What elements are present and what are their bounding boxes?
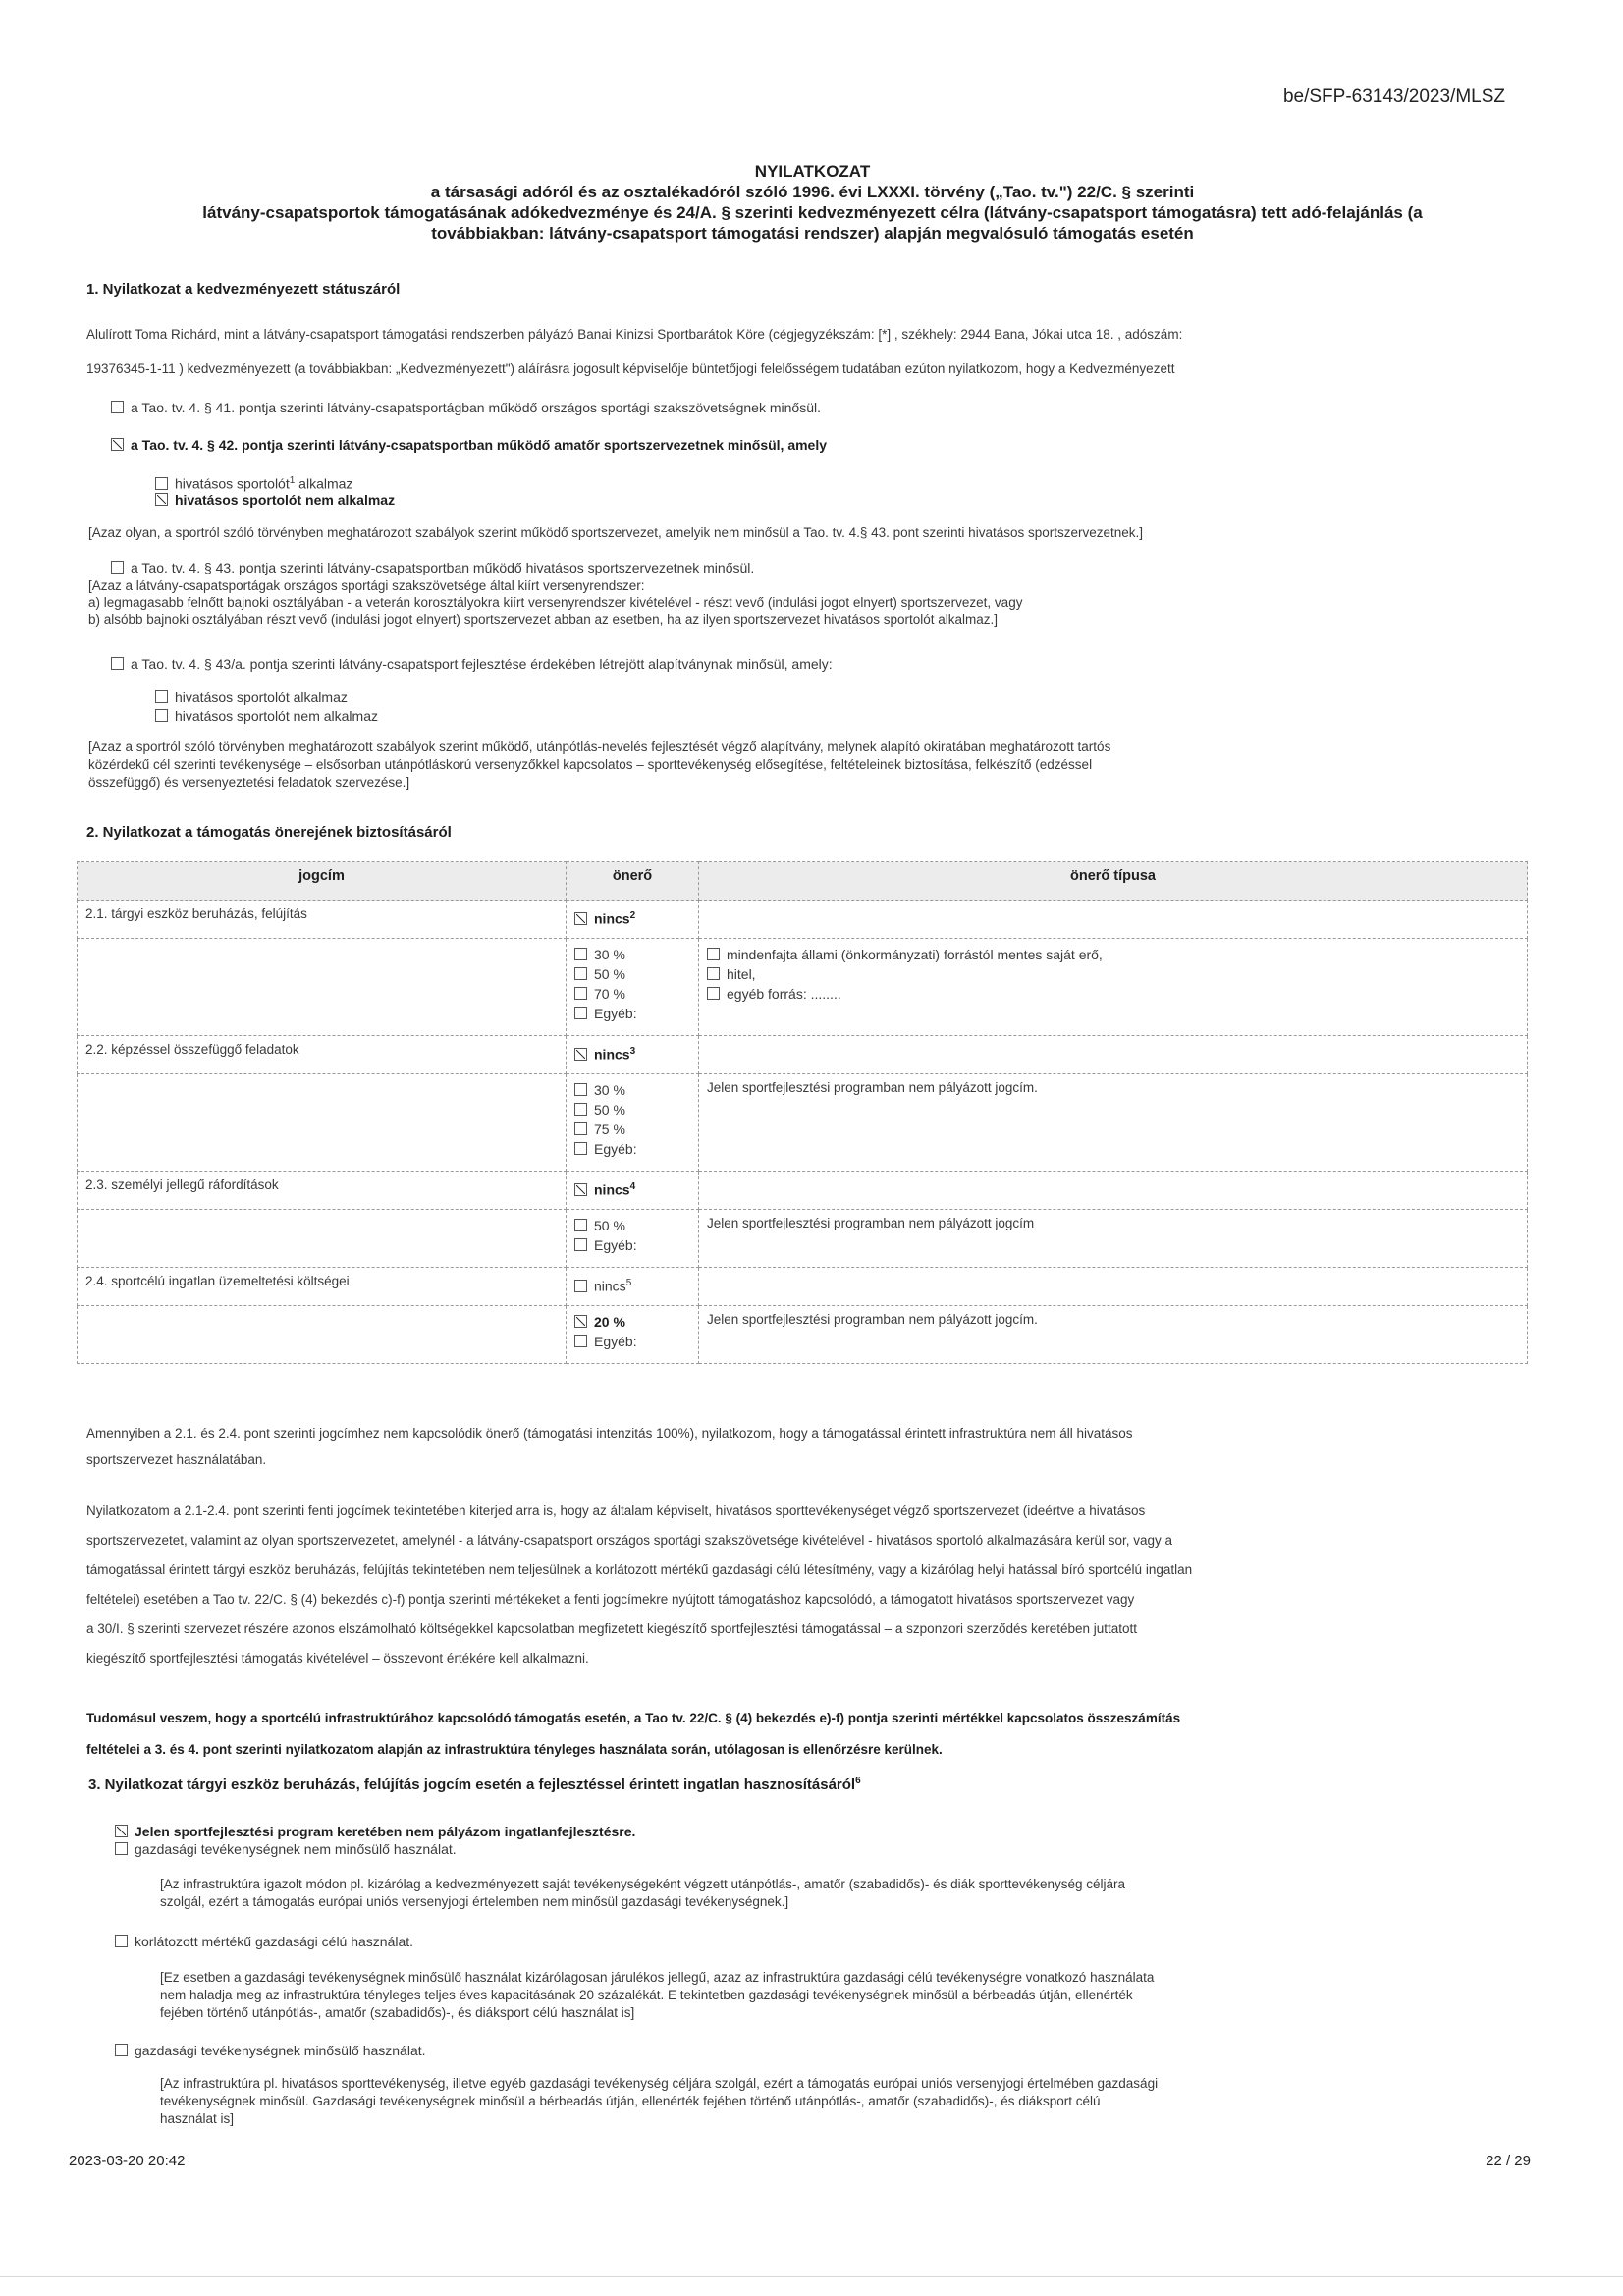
checkbox-icon[interactable] <box>574 1103 587 1116</box>
document-title: NYILATKOZAT <box>754 162 871 181</box>
checkbox-icon[interactable] <box>155 709 168 722</box>
note-line: [Ez esetben a gazdasági tevékenységnek minősülő használat kizárólagosan járulékos jellegű, azaz az infrastruktúra gazdasági célú tevékenységre vonatkozó használata <box>160 1970 1155 1985</box>
percentage-options <box>567 1306 699 1364</box>
paragraph-line: Amennyiben a 2.1. és 2.4. pont szerinti jogcímhez nem kapcsolódik önerő (támogatási intenzitás 100%), nyilatkozom, hogy a támogatással érintett infrastruktúra nem áll hivatásos <box>86 1426 1133 1441</box>
footnote-mark: 6 <box>855 1776 861 1786</box>
header-line: továbbiakban: látvány-csapatsport támogatási rendszer) alapján megvalósuló támogatás esetén <box>431 224 1194 243</box>
option-label: 20 % <box>594 1314 625 1330</box>
status-option-42[interactable] <box>111 435 827 455</box>
column-header: jogcím <box>78 862 567 901</box>
checkbox-icon[interactable] <box>574 1142 587 1155</box>
row-label: 2.4. sportcélú ingatlan üzemeltetési költségei <box>78 1268 567 1306</box>
column-header: önerő <box>567 862 699 901</box>
not-applied-text: Jelen sportfejlesztési programban nem pályázott jogcím <box>699 1210 1528 1268</box>
table-row <box>78 1074 1528 1172</box>
status-option-43a[interactable] <box>111 654 833 674</box>
checkbox-icon[interactable] <box>574 1280 587 1292</box>
usage-option-none[interactable] <box>115 1822 635 1841</box>
checkbox-icon[interactable] <box>111 657 124 670</box>
document-header <box>88 161 1537 244</box>
checkbox-icon[interactable] <box>155 690 168 703</box>
checkbox-icon[interactable] <box>707 967 720 980</box>
infrastructure-note <box>86 1420 1133 1473</box>
option-label: 70 % <box>594 986 625 1002</box>
checked-checkbox-icon[interactable] <box>574 1048 587 1061</box>
option-label: 50 % <box>594 966 625 982</box>
sub-option-foundation-not-employs[interactable] <box>155 706 378 726</box>
empty-cell <box>699 1268 1528 1306</box>
percentage-option[interactable] <box>574 1312 690 1332</box>
paragraph-line: Nyilatkozatom a 2.1-2.4. pont szerinti fenti jogcímek tekintetében kiterjed arra is, hogy az általam képviselt, hivatásos sporttevékenységet végző sportszervezet (ideértve a hivatásos <box>86 1503 1146 1518</box>
empty-cell <box>78 1210 567 1268</box>
option-label: hivatásos sportolót <box>175 475 290 492</box>
percentage-option[interactable] <box>574 1235 690 1255</box>
empty-cell <box>78 939 567 1036</box>
note-line: [Azaz a látvány-csapatsportágak országos sportági szakszövetsége által kiírt versenyrendszer: <box>88 578 645 593</box>
option-label: gazdasági tevékenységnek nem minősülő használat. <box>135 1841 457 1857</box>
percentage-option[interactable] <box>574 1004 690 1023</box>
percentage-option[interactable] <box>574 964 690 984</box>
option-label: a Tao. tv. 4. § 41. pontja szerinti látvány-csapatsportágban működő országos sportági szakszövetségnek minősül. <box>131 400 821 415</box>
acknowledgement-paragraph <box>86 1703 1180 1766</box>
checked-checkbox-icon[interactable] <box>115 1825 128 1837</box>
paragraph-line: feltételei) esetében a Tao tv. 22/C. § (4) bekezdés c)-f) pontja szerinti mértékeket a fenti jogcímekre nyújtott támogatáshoz kapcsolódó, a támogatott hivatásos sportszervezet vagy <box>86 1592 1135 1607</box>
checked-checkbox-icon[interactable] <box>574 912 587 925</box>
none-option[interactable] <box>567 1268 699 1306</box>
row-label: 2.1. tárgyi eszköz beruházás, felújítás <box>78 901 567 939</box>
checkbox-icon[interactable] <box>574 1083 587 1096</box>
option-label: 75 % <box>594 1121 625 1137</box>
option-label: hivatásos sportolót nem alkalmaz <box>175 492 396 508</box>
type-option[interactable] <box>707 964 1519 984</box>
checkbox-icon[interactable] <box>115 1935 128 1947</box>
checkbox-icon[interactable] <box>574 987 587 1000</box>
percentage-option[interactable] <box>574 1139 690 1159</box>
note-line: [Az infrastruktúra igazolt módon pl. kizárólag a kedvezményezett saját tevékenységeként végzett utánpótlás-, amatőr (szabadidős)- és diák sporttevékenység céljára <box>160 1877 1126 1891</box>
option-label: Egyéb: <box>594 1334 637 1349</box>
note-line: tevékenységnek minősül. Gazdasági tevékenységnek minősül a bérbeadás útján, ellenérték fejében történő utánpótlás-, amatőr (szabadidős)-, és diáksport célú <box>160 2094 1101 2108</box>
table-row <box>78 939 1528 1036</box>
option-label: 30 % <box>594 947 625 962</box>
checkbox-icon[interactable] <box>574 1219 587 1231</box>
option-label: korlátozott mértékű gazdasági célú használat. <box>135 1934 414 1949</box>
status-option-43[interactable] <box>111 558 754 577</box>
percentage-option[interactable] <box>574 1120 690 1139</box>
note-line: [Az infrastruktúra pl. hivatásos sporttevékenység, illetve egyéb gazdasági tevékenység céljára szolgál, ezért a támogatás európai uniós versenyjogi értelmében gazdasági <box>160 2076 1159 2091</box>
percentage-option[interactable] <box>574 1216 690 1235</box>
contribution-types <box>699 939 1528 1036</box>
table-row <box>78 1210 1528 1268</box>
paragraph-line: sportszervezet használatában. <box>86 1452 267 1467</box>
note-line: használat is] <box>160 2111 235 2126</box>
note-line: szolgál, ezért a támogatás európai uniós versenyjogi értelemben nem minősül gazdasági tevékenységnek.] <box>160 1894 789 1909</box>
section2-title: 2. Nyilatkozat a támogatás önerejének biztosításáról <box>86 824 452 841</box>
table-row <box>78 1172 1528 1210</box>
option-label: nincs <box>594 910 630 927</box>
note-line: [Azaz a sportról szóló törvényben meghatározott szabályok szerint működő, utánpótlás-nevelés fejlesztését végző alapítvány, melynek alapító okiratában meghatározott tartós <box>88 739 1111 754</box>
note-line: összefüggő) és versenyeztetési feladatok szervezése.] <box>88 775 410 790</box>
none-option[interactable] <box>567 1172 699 1210</box>
paragraph-line: feltételei a 3. és 4. pont szerinti nyilatkozatom alapján az infrastruktúra tényleges használata során, utólagosan is ellenőrzésre kerülnek. <box>86 1742 943 1757</box>
checkbox-icon[interactable] <box>111 561 124 574</box>
option-label: hitel, <box>727 966 756 982</box>
bottom-divider <box>0 2276 1623 2277</box>
footnote-mark: 3 <box>629 1046 636 1057</box>
option-label: Egyéb: <box>594 1006 637 1021</box>
option-label: gazdasági tevékenységnek minősülő használat. <box>135 2043 426 2058</box>
checked-checkbox-icon[interactable] <box>574 1183 587 1196</box>
paragraph-line: Tudomásul veszem, hogy a sportcélú infrastruktúrához kapcsolódó támogatás esetén, a Tao tv. 22/C. § (4) bekezdés e)-f) pontja szerinti mértékkel kapcsolatos összeszámítás <box>86 1711 1181 1725</box>
checked-checkbox-icon[interactable] <box>155 493 168 506</box>
none-option[interactable] <box>567 901 699 939</box>
note-42: [Azaz olyan, a sportról szóló törvényben meghatározott szabályok szerint működő sportszervezet, amelyik nem minősül a Tao. tv. 4.§ 43. pont szerinti hivatásos sportszervezetnek.] <box>88 525 1144 540</box>
intro-line: Alulírott Toma Richárd, mint a látvány-csapatsport támogatási rendszerben pályázó Banai Kinizsi Sportbarátok Köre (cégjegyzékszám: [*] , székhely: 2944 Bana, Jókai utca 18. , adószám: <box>86 327 1183 342</box>
option-label: Jelen sportfejlesztési program keretében nem pályázom ingatlanfejlesztésre. <box>135 1824 636 1839</box>
table-row <box>78 901 1528 939</box>
option-label: a Tao. tv. 4. § 43/a. pontja szerinti látvány-csapatsport fejlesztése érdekében létrejött alapítványnak minősül, amely: <box>131 656 833 672</box>
declaration-paragraph <box>86 1497 1540 1673</box>
status-option-41[interactable] <box>111 398 821 417</box>
checkbox-icon[interactable] <box>574 948 587 960</box>
paragraph-line: sportszervezetet, valamint az olyan sportszervezetet, amelynél - a látvány-csapatsport országos sportági szakszövetsége kivételével - hivatásos sportoló alkalmazására kerül sor, vagy a <box>86 1533 1173 1548</box>
checked-checkbox-icon[interactable] <box>574 1315 587 1328</box>
sub-option-foundation-employs[interactable] <box>155 687 348 707</box>
option-label-suffix: alkalmaz <box>295 475 353 492</box>
checkbox-icon[interactable] <box>115 2044 128 2056</box>
header-line: látvány-csapatsportok támogatásának adókedvezménye és 24/A. § szerinti kedvezményezett célra (látvány-csapatsport támogatásra) tett adó-felajánlás (a <box>202 203 1423 222</box>
page-number: 22 / 29 <box>1486 2153 1531 2169</box>
option-label: 50 % <box>594 1218 625 1233</box>
percentage-options <box>567 939 699 1036</box>
percentage-options <box>567 1210 699 1268</box>
column-header: önerő típusa <box>699 862 1528 901</box>
note-line: fejében történő utánpótlás-, amatőr (szabadidős)-, és diáksport célú használat is] <box>160 2005 635 2020</box>
checkbox-icon[interactable] <box>574 1238 587 1251</box>
checkbox-icon[interactable] <box>111 401 124 413</box>
table-row <box>78 1306 1528 1364</box>
note-line: nem haladja meg az infrastruktúra tényleges teljes éves kapacitásának 20 százalékát. E tekintetben gazdasági tevékenységnek minősül a bérbeadás útján, ellenérték <box>160 1988 1133 2002</box>
checkbox-icon[interactable] <box>574 1007 587 1019</box>
empty-cell <box>699 1172 1528 1210</box>
option-label: hivatásos sportolót alkalmaz <box>175 689 348 705</box>
checked-checkbox-icon[interactable] <box>111 438 124 451</box>
checkbox-icon[interactable] <box>155 477 168 490</box>
paragraph-line: a 30/I. § szerinti szervezet részére azonos elszámolható költségekkel kapcsolatban megfizetett kiegészítő sportfejlesztési támogatással – a szponzori szerződés keretében juttatott <box>86 1621 1138 1636</box>
row-label: 2.3. személyi jellegű ráfordítások <box>78 1172 567 1210</box>
paragraph-line: kiegészítő sportfejlesztési támogatás kivételével – összevont értékére kell alkalmazni. <box>86 1651 589 1666</box>
footer-timestamp: 2023-03-20 20:42 <box>69 2153 186 2169</box>
usage-option-economic[interactable] <box>115 2041 426 2060</box>
option-label: egyéb forrás: ........ <box>727 986 841 1002</box>
empty-cell <box>78 1306 567 1364</box>
option-label: nincs <box>594 1278 626 1294</box>
footnote-mark: 4 <box>629 1181 636 1192</box>
checkbox-icon[interactable] <box>574 1335 587 1347</box>
intro-line: 19376345-1-11 ) kedvezményezett (a továbbiakban: „Kedvezményezett") aláírásra jogosult képviselője büntetőjogi felelősségem tudatában ezúton nyilatkozom, hogy a Kedvezményezett <box>86 361 1175 376</box>
option-label: Egyéb: <box>594 1141 637 1157</box>
checkbox-icon[interactable] <box>115 1842 128 1855</box>
section1-title: 1. Nyilatkozat a kedvezményezett státuszáról <box>86 281 401 298</box>
footnote-mark: 1 <box>289 475 296 486</box>
not-applied-text: Jelen sportfejlesztési programban nem pályázott jogcím. <box>699 1074 1528 1172</box>
note-43 <box>88 577 1022 628</box>
note-line: közérdekű cél szerinti tevékenysége – elsősorban utánpótláskorú versenyzőkkel kapcsolatos – sporttevékenység elősegítése, feltételeinek biztosítása, felkészítő (edzéssel <box>88 757 1093 772</box>
option-label: nincs <box>594 1181 630 1198</box>
table-row <box>78 1268 1528 1306</box>
section3-title-text: 3. Nyilatkozat tárgyi eszköz beruházás, felújítás jogcím esetén a fejlesztéssel érintett ingatlan hasznosításáról <box>88 1777 856 1793</box>
footnote-mark: 2 <box>629 910 636 921</box>
option-label: hivatásos sportolót nem alkalmaz <box>175 708 378 724</box>
type-option[interactable] <box>707 945 1519 964</box>
paragraph-line: támogatással érintett tárgyi eszköz beruházás, felújítás tekintetében nem teljesülnek a korlátozott mértékű gazdasági célú létesítmény, vagy a kizárólag helyi hatással bíró sportcélú ingatlan <box>86 1562 1193 1577</box>
option-label: a Tao. tv. 4. § 43. pontja szerinti látvány-csapatsportban működő hivatásos sportszervezetnek minősül. <box>131 560 755 575</box>
sub-option-not-employs[interactable] <box>155 490 395 510</box>
header-line: a társasági adóról és az osztalékadóról szóló 1996. évi LXXXI. törvény („Tao. tv.") 22/C. § szerinti <box>430 183 1195 201</box>
note-line: b) alsóbb bajnoki osztályában részt vevő (indulási jogot elnyert) sportszervezet abban az esetben, ha az ilyen sportszervezet hivatásos sportolót alkalmaz.] <box>88 612 998 627</box>
percentage-option[interactable] <box>574 1080 690 1100</box>
percentage-option[interactable] <box>574 1332 690 1351</box>
option-label: Egyéb: <box>594 1237 637 1253</box>
percentage-option[interactable] <box>574 984 690 1004</box>
usage-option-non-economic[interactable] <box>115 1839 457 1859</box>
option-label: mindenfajta állami (önkormányzati) forrástól mentes saját erő, <box>727 947 1103 962</box>
checkbox-icon[interactable] <box>707 948 720 960</box>
checkbox-icon[interactable] <box>707 987 720 1000</box>
table-row <box>78 1036 1528 1074</box>
percentage-option[interactable] <box>574 1100 690 1120</box>
option-label: a Tao. tv. 4. § 42. pontja szerinti látvány-csapatsportban működő amatőr sportszervezetnek minősül, amely <box>131 437 828 453</box>
empty-cell <box>699 901 1528 939</box>
note-limited <box>160 1969 1154 2022</box>
row-label: 2.2. képzéssel összefüggő feladatok <box>78 1036 567 1074</box>
percentage-options <box>567 1074 699 1172</box>
type-option[interactable] <box>707 984 1519 1004</box>
note-economic <box>160 2075 1158 2128</box>
checkbox-icon[interactable] <box>574 967 587 980</box>
note-43a <box>88 738 1110 792</box>
not-applied-text: Jelen sportfejlesztési programban nem pályázott jogcím. <box>699 1306 1528 1364</box>
none-option[interactable] <box>567 1036 699 1074</box>
option-label: 30 % <box>594 1082 625 1098</box>
note-line: a) legmagasabb felnőtt bajnoki osztályában - a veterán korosztályokra kiírt versenyrendszer kivételével - részt vevő (indulási jogot elnyert) sportszervezet, vagy <box>88 595 1023 610</box>
note-non-economic <box>160 1876 1125 1911</box>
self-contribution-table <box>77 861 1528 1364</box>
option-label: nincs <box>594 1046 630 1063</box>
option-label: 50 % <box>594 1102 625 1118</box>
percentage-option[interactable] <box>574 945 690 964</box>
checkbox-icon[interactable] <box>574 1122 587 1135</box>
footnote-mark: 5 <box>625 1278 632 1288</box>
document-reference: be/SFP-63143/2023/MLSZ <box>1282 86 1505 107</box>
usage-option-limited[interactable] <box>115 1932 413 1951</box>
table-header-row <box>78 862 1528 901</box>
section1-intro <box>86 324 1182 379</box>
empty-cell <box>699 1036 1528 1074</box>
section3-title <box>88 1776 861 1793</box>
empty-cell <box>78 1074 567 1172</box>
